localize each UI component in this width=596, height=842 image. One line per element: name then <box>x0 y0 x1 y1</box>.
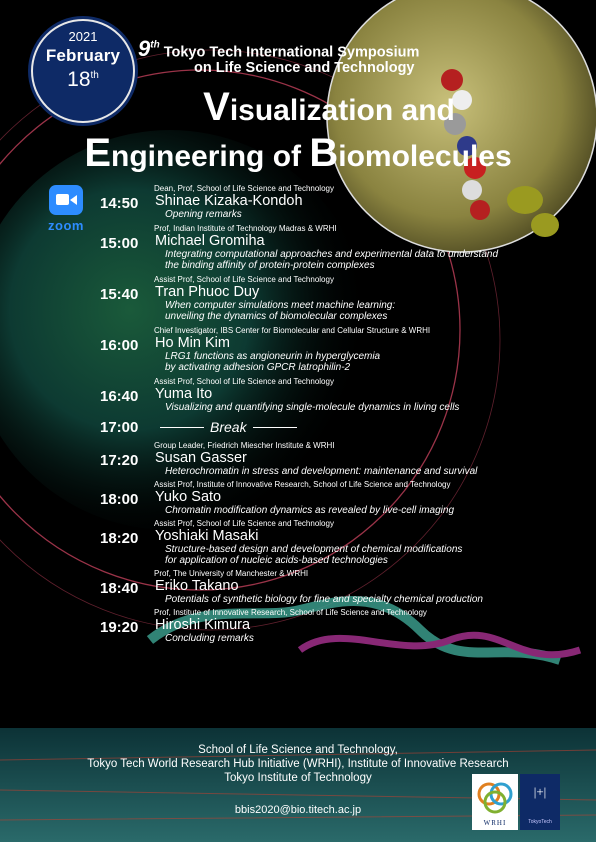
symposium-line2: on Life Science and Technology <box>194 60 415 77</box>
contact-email[interactable]: bbis2020@bio.titech.ac.jp <box>234 804 362 816</box>
program-info <box>154 275 570 322</box>
speaker-affiliation: Prof, The University of Manchester & WRHI <box>154 569 309 578</box>
talk-title: by activating adhesion GPCR latrophilin-2 <box>165 362 351 373</box>
program-time: 16:00 <box>100 337 139 354</box>
program-item <box>100 326 570 373</box>
divider <box>160 427 204 428</box>
program-time: 16:40 <box>100 388 139 405</box>
program-time: 18:20 <box>100 530 139 547</box>
speaker-affiliation: Prof, Indian Institute of Technology Madras & WRHI <box>154 224 337 233</box>
zoom-label: zoom <box>48 218 84 233</box>
talk-title: for application of nucleic acids-based technologies <box>165 555 388 566</box>
program-time: 19:20 <box>100 619 139 636</box>
speaker-name: Ho Min Kim <box>155 335 230 351</box>
speaker-name: Michael Gromiha <box>155 233 265 249</box>
program-time: 15:00 <box>100 235 139 252</box>
talk-title: Opening remarks <box>165 209 242 220</box>
speaker-name: Yoshiaki Masaki <box>155 528 259 544</box>
program-time: 18:40 <box>100 580 139 597</box>
talk-title: LRG1 functions as angioneurin in hyperglycemia <box>165 351 381 362</box>
program-info <box>154 377 570 413</box>
program-time: 15:40 <box>100 286 139 303</box>
program-time: 17:20 <box>100 452 139 469</box>
organizer-line: Tokyo Institute of Technology <box>224 772 372 784</box>
program-info <box>154 441 570 477</box>
program-info <box>154 569 570 605</box>
tokyotech-mark-icon: |+| <box>533 784 547 799</box>
talk-title: Visualizing and quantifying single-molecule dynamics in living cells <box>165 402 460 413</box>
program-item <box>100 480 570 516</box>
program-info <box>154 184 570 220</box>
talk-title: When computer simulations meet machine learning: <box>165 300 396 311</box>
program-item <box>100 275 570 322</box>
tokyotech-logo-text: TokyoTech <box>528 819 552 825</box>
symposium-ordinal: 9th <box>138 36 160 62</box>
talk-title: Concluding remarks <box>165 633 254 644</box>
speaker-name: Hiroshi Kimura <box>155 617 251 633</box>
video-camera-icon <box>49 185 83 215</box>
program-item <box>100 519 570 566</box>
organizer-line: Tokyo Tech World Research Hub Initiative (WRHI), Institute of Innovative Research <box>87 758 509 770</box>
speaker-affiliation: Dean, Prof, School of Life Science and Technology <box>154 184 334 193</box>
wrhi-logo-text: WRHI <box>483 819 507 827</box>
talk-title: Potentials of synthetic biology for fine and specialty chemical production <box>165 594 483 605</box>
program-info <box>154 224 570 271</box>
program-item <box>100 224 570 271</box>
talk-title: Structure-based design and development of chemical modifications <box>165 544 463 555</box>
program-item <box>100 608 570 644</box>
page-title <box>0 86 596 178</box>
program-info <box>154 480 570 516</box>
speaker-affiliation: Group Leader, Friedrich Miescher Institute & WRHI <box>154 441 335 450</box>
break-item <box>100 416 570 438</box>
speaker-name: Yuko Sato <box>155 489 222 505</box>
speaker-affiliation: Chief Investigator, IBS Center for Biomolecular and Cellular Structure & WRHI <box>154 326 431 335</box>
speaker-affiliation: Assist Prof, Institute of Innovative Research, School of Life Science and Technology <box>154 480 451 489</box>
program-info <box>154 519 570 566</box>
program-info <box>154 608 570 644</box>
date-year: 2021 <box>68 29 98 44</box>
program-item <box>100 441 570 477</box>
divider <box>253 427 297 428</box>
speaker-affiliation: Prof, Institute of Innovative Research, School of Life Science and Technology <box>154 608 427 617</box>
zoom-logo <box>38 185 94 233</box>
program-item <box>100 184 570 220</box>
program-time: 14:50 <box>100 195 139 212</box>
title-line2: Engineering of Biomolecules <box>84 131 512 175</box>
symposium-line1: Tokyo Tech International Symposium <box>163 44 420 61</box>
speaker-affiliation: Assist Prof, School of Life Science and Technology <box>154 275 334 284</box>
speaker-name: Yuma Ito <box>155 386 213 402</box>
speaker-name: Eriko Takano <box>155 578 239 594</box>
wrhi-rings-icon <box>472 774 518 818</box>
program-item <box>100 569 570 605</box>
speaker-affiliation: Assist Prof, School of Life Science and Technology <box>154 377 334 386</box>
wrhi-logo <box>472 774 518 830</box>
talk-title: Integrating computational approaches and experimental data to understand <box>165 249 499 260</box>
program-time: 18:00 <box>100 491 139 508</box>
program-info <box>154 326 570 373</box>
tokyotech-logo <box>520 774 560 830</box>
program-item <box>100 377 570 413</box>
speaker-name: Shinae Kizaka-Kondoh <box>155 193 303 209</box>
date-day: 18th <box>67 68 99 91</box>
break-label: Break <box>210 419 247 435</box>
date-month: February <box>45 46 121 65</box>
title-line1: Visualization and <box>203 85 455 129</box>
symposium-name <box>138 38 419 76</box>
speaker-affiliation: Assist Prof, School of Life Science and Technology <box>154 519 334 528</box>
talk-title: Heterochromatin in stress and development: maintenance and survival <box>165 466 478 477</box>
speaker-name: Susan Gasser <box>155 450 247 466</box>
organizer-line: School of Life Science and Technology, <box>198 744 398 756</box>
talk-title: unveiling the dynamics of biomolecular complexes <box>165 311 388 322</box>
speaker-name: Tran Phuoc Duy <box>155 284 260 300</box>
program-list <box>100 184 570 644</box>
talk-title: the binding affinity of protein-protein complexes <box>165 260 375 271</box>
talk-title: Chromatin modification dynamics as revealed by live-cell imaging <box>165 505 455 516</box>
program-time: 17:00 <box>100 418 139 436</box>
